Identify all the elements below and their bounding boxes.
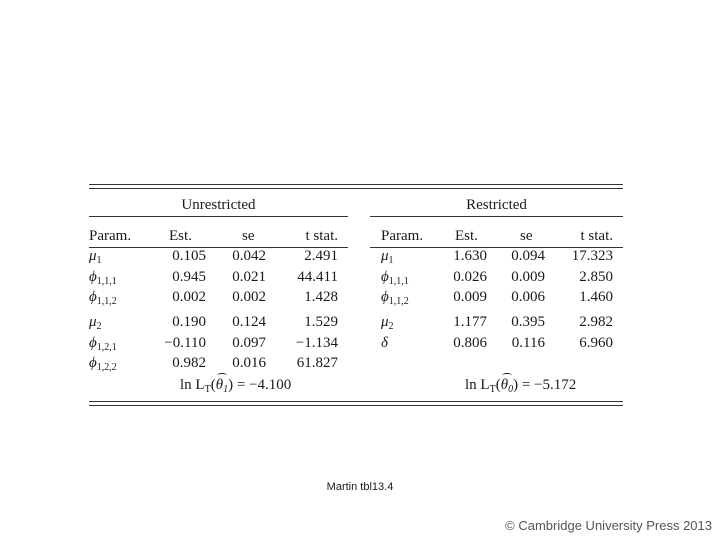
unrestricted-title: Unrestricted — [181, 197, 256, 213]
param-symbol: ϕ — [381, 269, 389, 285]
est-cell: 0.945 — [172, 269, 206, 285]
param-symbol: ϕ — [89, 289, 97, 305]
t-cell: 1.460 — [579, 289, 613, 305]
top-rule-2 — [89, 188, 623, 189]
restricted-header-t: t stat. — [580, 228, 613, 244]
t-cell: 61.827 — [296, 355, 338, 371]
est-cell: 0.026 — [453, 269, 487, 285]
copyright: © Cambridge University Press 2013 — [505, 518, 712, 533]
param-symbol: ϕ — [89, 355, 97, 371]
param-subscript: 2 — [96, 321, 102, 332]
table-row — [89, 354, 348, 374]
param-symbol: μ — [381, 314, 389, 330]
theta-symbol: θ — [500, 377, 509, 393]
caption: Martin tbl13.4 — [326, 481, 394, 493]
loglik-prefix: ln L — [465, 377, 490, 393]
param-symbol: δ — [381, 335, 388, 351]
se-cell: 0.042 — [232, 248, 266, 264]
t-cell: 6.960 — [579, 335, 613, 351]
theta-subscript: 1 — [223, 384, 229, 395]
table-row — [89, 288, 348, 308]
t-cell: −1.134 — [295, 335, 338, 351]
est-cell: 0.105 — [172, 248, 206, 264]
table-row — [89, 268, 348, 288]
table-row — [381, 288, 613, 308]
param-symbol: ϕ — [89, 335, 97, 351]
param-symbol: ϕ — [381, 289, 389, 305]
theta-subscript: 0 — [508, 384, 514, 395]
se-cell: 0.097 — [232, 335, 266, 351]
est-cell: 0.190 — [172, 314, 206, 330]
table-row — [89, 313, 348, 333]
param-subscript: 1,1,2 — [388, 296, 409, 307]
param-symbol: ϕ — [89, 269, 97, 285]
se-cell: 0.395 — [511, 314, 545, 330]
param-subscript: 1 — [388, 255, 394, 266]
param-subscript: 2 — [388, 321, 394, 332]
theta-symbol: θ — [215, 377, 224, 393]
param-symbol: μ — [381, 248, 389, 264]
restricted-loglik: $\ln L_T(\theta_0) = -5.172$ — [465, 376, 576, 399]
table-row — [89, 334, 348, 354]
unrestricted-header-est: Est. — [169, 228, 192, 244]
t-cell: 2.850 — [579, 269, 613, 285]
table-row — [381, 268, 613, 288]
est-cell: 0.982 — [172, 355, 206, 371]
se-cell: 0.006 — [511, 289, 545, 305]
theta-hat — [501, 376, 513, 399]
t-cell: 1.529 — [304, 314, 338, 330]
param-subscript: 1,1,2 — [96, 296, 117, 307]
se-cell: 0.094 — [511, 248, 545, 264]
theta-hat — [216, 376, 228, 399]
loglik-sub: T — [204, 384, 211, 395]
t-cell: 2.491 — [304, 248, 338, 264]
table-row — [89, 247, 348, 267]
unrestricted-header-param: Param. — [89, 228, 132, 244]
param-subscript: 1 — [96, 255, 102, 266]
est-cell: 0.009 — [453, 289, 487, 305]
se-cell: 0.002 — [232, 289, 266, 305]
table-row — [381, 247, 613, 267]
table-row — [381, 334, 613, 354]
t-cell: 17.323 — [571, 248, 613, 264]
param-subscript: 1,1,1 — [388, 276, 409, 287]
top-rule — [89, 184, 623, 185]
loglik-prefix: ln L — [180, 377, 205, 393]
restricted-header-se: se — [520, 228, 533, 244]
restricted-title: Restricted — [466, 197, 527, 213]
loglik-sub: T — [489, 384, 496, 395]
bottom-rule — [89, 401, 623, 402]
restricted-header-param: Param. — [381, 228, 424, 244]
unrestricted-underline — [89, 216, 348, 217]
bottom-rule-2 — [89, 405, 623, 406]
est-cell: 1.177 — [453, 314, 487, 330]
param-subscript: 1,2,2 — [96, 362, 117, 373]
param-subscript: 1,2,1 — [96, 342, 117, 353]
se-cell: 0.009 — [511, 269, 545, 285]
est-cell: 0.806 — [453, 335, 487, 351]
unrestricted-header-se: se — [242, 228, 255, 244]
param-symbol: μ — [89, 314, 97, 330]
est-cell: −0.110 — [164, 335, 206, 351]
est-cell: 0.002 — [172, 289, 206, 305]
param-subscript: 1,1,1 — [96, 276, 117, 287]
loglik-value: ) = −4.100 — [228, 377, 292, 393]
t-cell: 2.982 — [579, 314, 613, 330]
param-symbol: μ — [89, 248, 97, 264]
se-cell: 0.116 — [511, 335, 545, 351]
loglik-value: ) = −5.172 — [513, 377, 577, 393]
t-cell: 1.428 — [304, 289, 338, 305]
se-cell: 0.016 — [232, 355, 266, 371]
restricted-underline — [370, 216, 623, 217]
table-row — [381, 313, 613, 333]
unrestricted-loglik: $\ln L_T(\theta_1) = -4.100$ — [180, 376, 291, 399]
se-cell: 0.021 — [232, 269, 266, 285]
t-cell: 44.411 — [297, 269, 338, 285]
restricted-header-est: Est. — [455, 228, 478, 244]
est-cell: 1.630 — [453, 248, 487, 264]
se-cell: 0.124 — [232, 314, 266, 330]
unrestricted-header-t: t stat. — [305, 228, 338, 244]
